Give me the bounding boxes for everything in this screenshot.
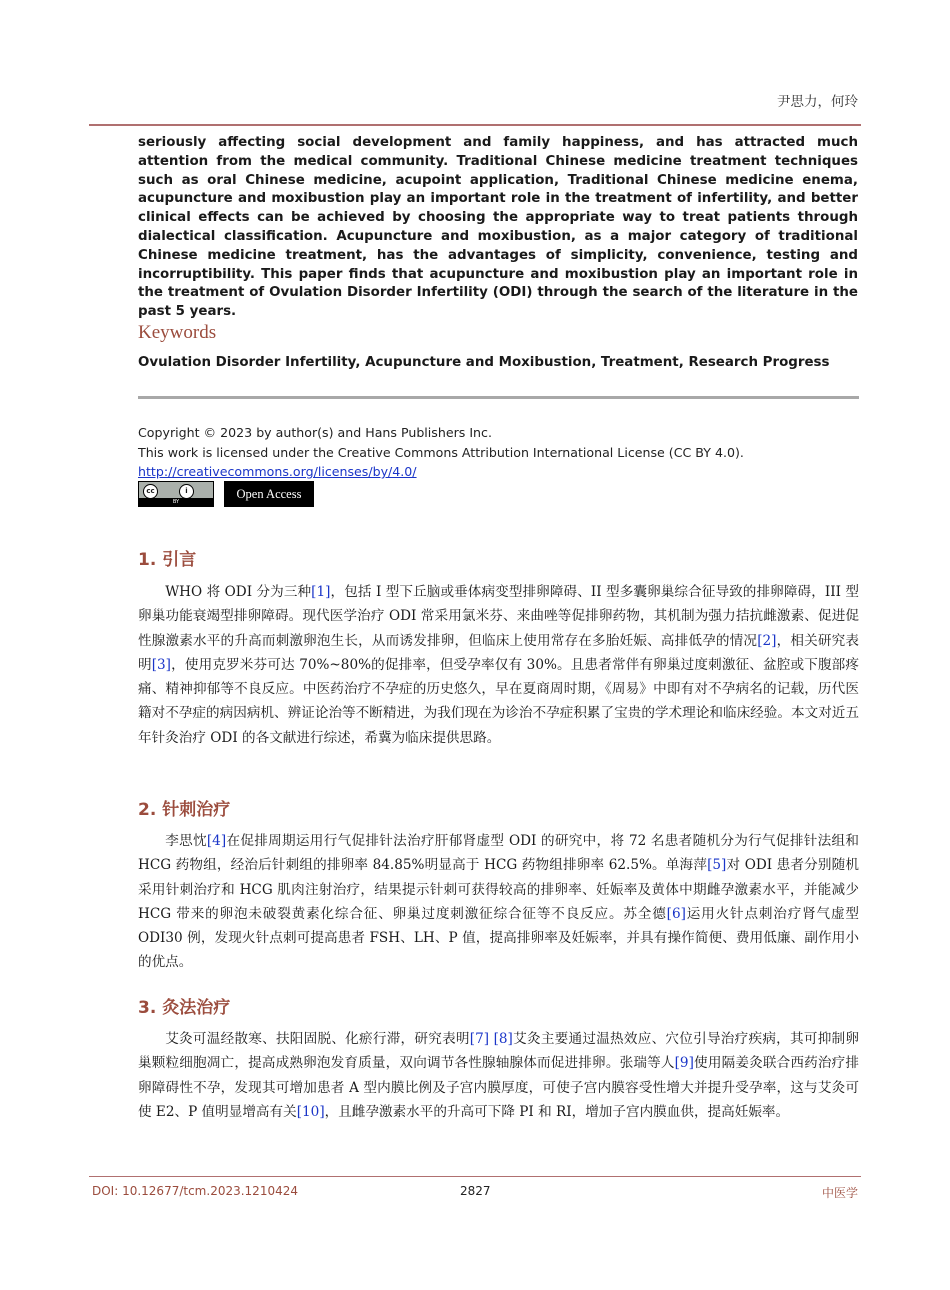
body-text-run: 李思忱 [165,833,207,849]
body-text-run: 艾灸主要通过温热效应、穴位引导治疗疾病，其可抑制卵巢颗粒细胞凋亡，提高成熟卵泡发育质量，双向调节各性腺轴腺体而促进排卵。张瑞等人 [138,1031,859,1072]
body-text-run: 在促排周期运用行气促排针法治疗肝郁肾虚型 ODI 的研究中，将 72 名患者随机分为行气促排针法组和 HCG 药物组，经治后针刺组的排卵率 84.85%明显高于 HCG 药物组排卵率 62.5%。单海萍 [138,833,859,874]
journal-name: 中医学 [821,1186,858,1200]
keywords-list: Ovulation Disorder Infertility, Acupuncture and Moxibustion, Treatment, Research Progress [138,355,830,370]
citation-link[interactable]: [7] [8] [469,1031,513,1047]
citation-link[interactable]: [4] [206,833,227,849]
copyright-line: Copyright © 2023 by author(s) and Hans Publishers Inc. [138,425,492,440]
body-text-run: 使用隔姜灸联合西药治疗排卵障碍性不孕，发现其可增加患者 A 型内膜比例及子宫内膜厚度，可使子宫内膜容受性增大并提升受孕率，这与艾灸可使 E2、P 值明显增高有关 [138,1055,860,1120]
citation-link[interactable]: [6] [666,905,686,922]
body-text-run: 运用火针点刺治疗肾气虚型 ODI30 例，发现火针点刺可提高患者 FSH、LH、P 值，提高排卵率及妊娠率，并具有操作简便、费用低廉、副作用小的优点。 [138,905,859,971]
body-text-run: ，使用克罗米芬可达 70%~80%的促排率，但受孕率仅有 30%。且患者常伴有卵巢过度刺激征、盆腔或下腹部疼痛、精神抑郁等不良反应。中医药治疗不孕症的历史悠久，早在夏商周时期，《周易》中即有对不孕病名的记载，历代医籍对不孕症的病因病机、辨证论治等不断精进，为我们现在为诊治不孕症积累了宝贵的学术理论和临床经验。本文对近五年针灸治疗 ODI 的各文献进行综述，希冀为临床提供思路。 [138,656,860,746]
footer-doi: DOI: 10.12677/tcm.2023.1210424 [92,1184,298,1198]
citation-link[interactable]: [3] [151,656,171,673]
section-title-moxibustion: 3. 灸法治疗 [138,998,231,1018]
section-body-acupuncture [138,829,859,975]
cc-by-license-badge[interactable] [138,481,214,507]
header-divider [89,124,861,126]
citation-link[interactable]: [9] [674,1055,694,1072]
section-divider [138,396,859,399]
section-body-moxibustion [138,1027,859,1124]
by-label: BY [139,498,213,506]
section-title-introduction: 1. 引言 [138,550,197,570]
running-header-authors: 尹思力，何玲 [777,94,858,110]
license-link[interactable]: http://creativecommons.org/licenses/by/4.0/ [138,464,417,479]
section-title-acupuncture: 2. 针刺治疗 [138,800,231,820]
citation-link[interactable]: [1] [311,584,331,600]
abstract-text: seriously affecting social development and family happiness, and has attracted much attention from the medical community. Traditional Chinese medicine treatment techniques such as oral Chinese medicine, acupoint application, Traditional Chinese medicine enema, acupuncture and moxibustion play an important role in the treatment of infertility, and better clinical effects can be achieved by choosing the appropriate way to treat patients through dialectical classification. Acupuncture and moxibustion, as a major category of traditional Chinese medicine treatment, has the advantages of simplicity, convenience, testing and incorruptibility. This paper finds that acupuncture and moxibustion play an important role in the treatment of Ovulation Disorder Infertility (ODI) through the search of the literature in the past 5 years. [138,135,858,320]
body-text-run: ，包括 I 型下丘脑或垂体病变型排卵障碍、II 型多囊卵巢综合征导致的排卵障碍，III 型卵巢功能衰竭型排卵障碍。现代医学治疗 ODI 常采用氯米芬、来曲唑等促排卵药物，其机制为强力拮抗雌激素、促进促性腺激素水平的升高而刺激卵泡生长，从而诱发排卵，但临床上使用常存在多胎妊娠、高排低孕的情况 [138,584,859,649]
attribution-person-icon: i [179,484,194,499]
page-number: 2827 [460,1184,491,1198]
body-text-run: ，且雌孕激素水平的升高可下降 PI 和 RI，增加子宫内膜血供，提高妊娠率。 [324,1103,790,1120]
body-text-run: WHO 将 ODI 分为三种 [165,584,312,600]
body-text-run: 艾灸可温经散寒、扶阳固脱、化瘀行滞，研究表明 [165,1031,470,1047]
section-body-introduction [138,580,859,750]
license-statement: This work is licensed under the Creative Commons Attribution International License (CC BY 4.0). [138,445,744,460]
citation-link[interactable]: [5] [707,857,727,874]
footer-divider [89,1176,861,1177]
cc-icon: cc [143,484,158,499]
keywords-heading: Keywords [138,322,217,343]
open-access-badge: Open Access [224,481,314,507]
citation-link[interactable]: [2] [757,632,777,649]
citation-link[interactable]: [10] [296,1103,325,1120]
body-text-run: ，相关研究表明 [138,632,860,673]
body-text-run: 对 ODI 患者分别随机采用针刺治疗和 HCG 肌肉注射治疗，结果提示针刺可获得较高的排卵率、妊娠率及黄体中期雌孕激素水平，并能减少 HCG 带来的卵泡未破裂黄素化综合征、卵巢过度刺激征综合征等不良反应。苏全德 [138,857,859,922]
